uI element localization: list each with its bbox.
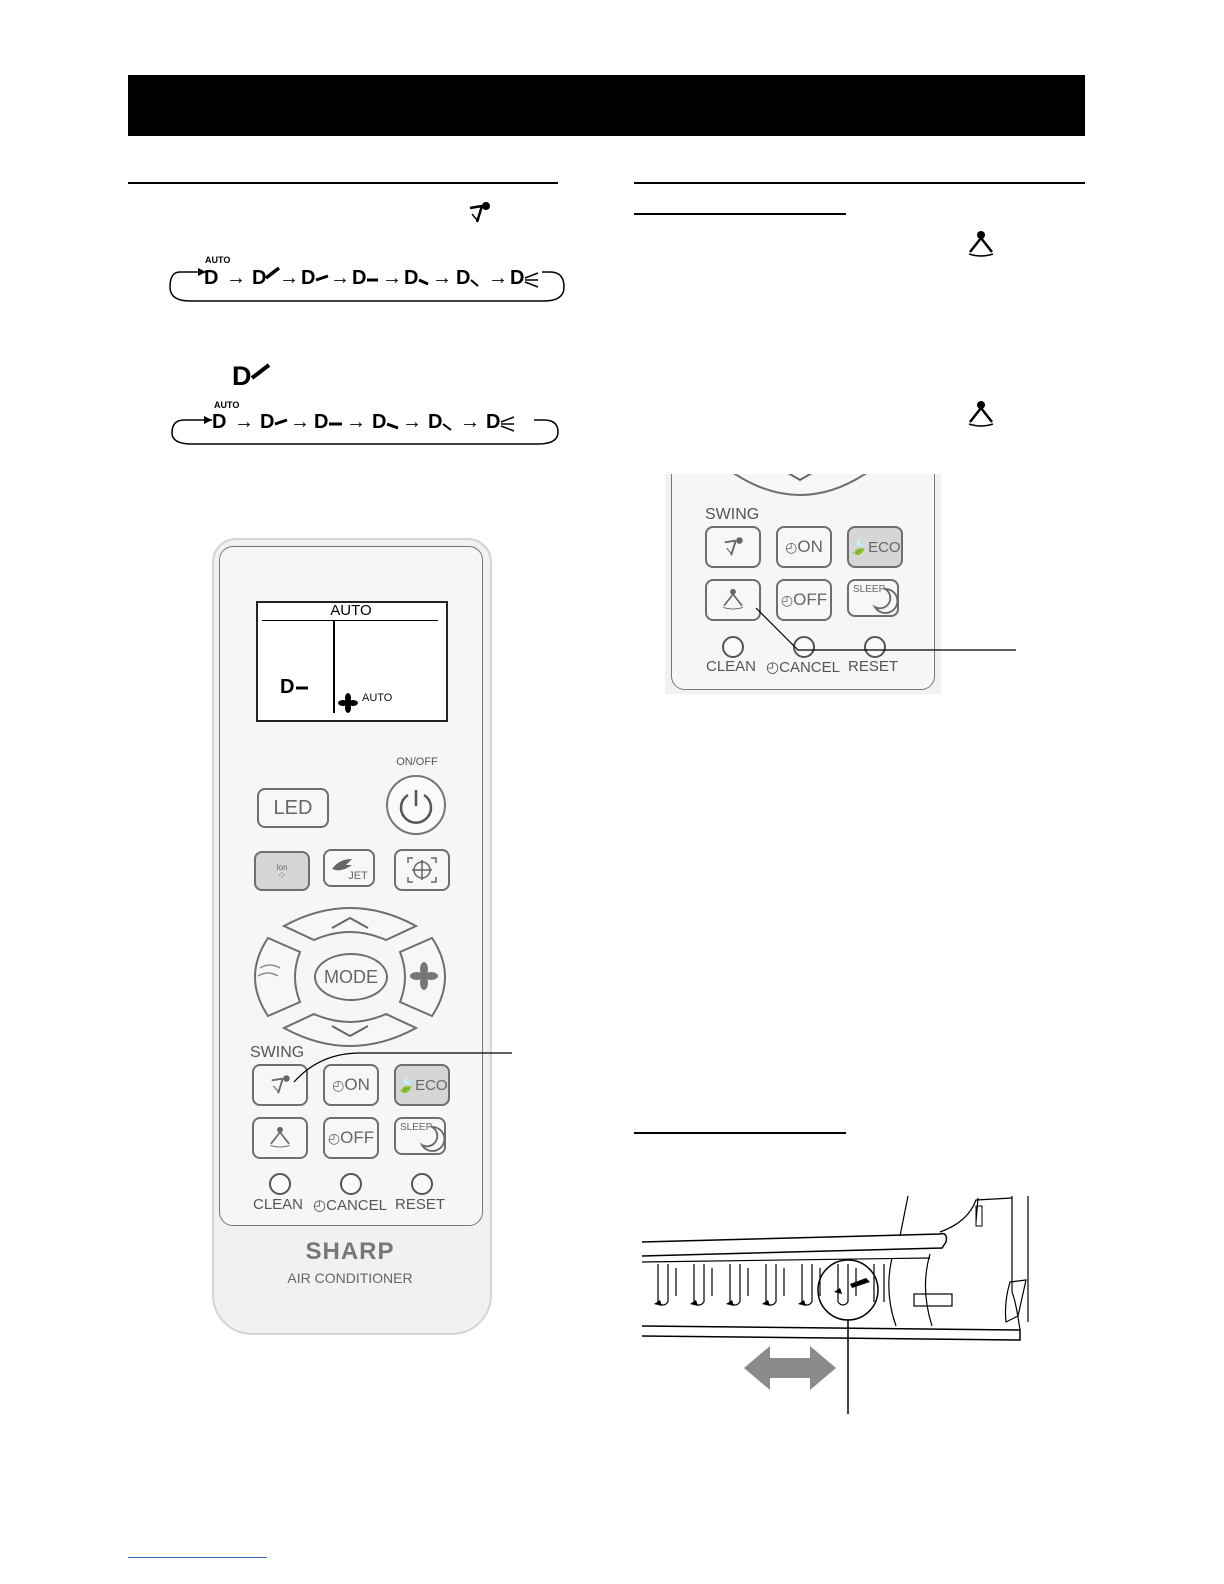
clock-icon: ◴ xyxy=(313,1197,327,1214)
timer-on-label: ON xyxy=(797,537,823,556)
indoor-unit-illustration xyxy=(640,1192,1030,1422)
svg-text:D: D xyxy=(280,676,295,696)
header-banner xyxy=(128,75,1085,136)
louver-sequence-diagram-2 xyxy=(168,398,562,448)
timer-on-button[interactable] xyxy=(776,526,832,568)
mode-button[interactable]: MODE xyxy=(314,953,388,1001)
cancel-label: ◴CANCEL xyxy=(766,659,840,676)
sleep-label: SLEEP xyxy=(853,584,886,595)
svg-text:D: D xyxy=(212,411,227,433)
ion-label: Ion xyxy=(276,862,288,872)
auto-label: AUTO xyxy=(205,255,231,265)
reset-label: RESET xyxy=(847,658,898,675)
svg-text:D: D xyxy=(456,267,471,289)
cancel-button[interactable] xyxy=(340,1173,362,1195)
power-icon xyxy=(388,777,444,833)
leaf-icon: 🍃 xyxy=(396,1077,416,1094)
power-button[interactable] xyxy=(386,775,446,835)
right-subheading-underline xyxy=(634,213,846,215)
left-right-arrow-icon xyxy=(744,1346,836,1390)
right-section-rule xyxy=(634,182,1085,184)
clean-label: CLEAN xyxy=(705,658,757,675)
swing-callout-line xyxy=(290,1048,512,1088)
left-section-rule xyxy=(128,182,558,184)
timer-on-label: ON xyxy=(344,1075,370,1094)
clean-label: CLEAN xyxy=(252,1196,304,1213)
lcd-divider-h xyxy=(262,620,438,621)
target-icon xyxy=(405,855,439,885)
svg-text:→: → xyxy=(279,267,299,289)
led-button[interactable]: LED xyxy=(257,788,329,828)
timer-off-label: OFF xyxy=(793,590,828,609)
lcd-fan-label: AUTO xyxy=(362,692,393,704)
svg-text:D: D xyxy=(510,267,525,289)
svg-text:D: D xyxy=(301,267,316,289)
lcd-fan-icon xyxy=(338,693,358,713)
svg-text:D: D xyxy=(314,411,329,433)
down-button[interactable] xyxy=(725,474,875,506)
jet-icon xyxy=(331,857,353,875)
swing-button[interactable] xyxy=(705,526,761,568)
ion-button[interactable] xyxy=(254,851,310,891)
svg-text:→: → xyxy=(234,411,254,433)
eco-label: ECO xyxy=(415,1076,448,1094)
svg-text:→: → xyxy=(402,411,422,433)
svg-text:→: → xyxy=(226,267,246,289)
timer-off-button[interactable] xyxy=(323,1117,379,1159)
swing-icon xyxy=(719,535,747,559)
right-subheading-underline-2 xyxy=(634,1132,846,1134)
louver-up-icon xyxy=(232,360,274,388)
sleep-button[interactable] xyxy=(394,1117,446,1155)
vertical-swing-icon-2 xyxy=(964,400,998,430)
vertical-swing-button[interactable] xyxy=(252,1117,308,1159)
svg-text:→: → xyxy=(330,267,350,289)
clock-icon: ◴ xyxy=(766,659,780,676)
svg-text:D: D xyxy=(404,267,419,289)
vertical-swing-icon xyxy=(266,1125,294,1151)
lcd-divider-v xyxy=(333,621,335,713)
svg-text:→: → xyxy=(460,411,480,433)
brand-logo: SHARP xyxy=(305,1238,395,1265)
footnote-rule xyxy=(128,1557,267,1558)
svg-text:D: D xyxy=(260,411,275,433)
ion-dots-icon: ⁘ xyxy=(277,869,287,882)
svg-text:→: → xyxy=(290,411,310,433)
svg-text:→: → xyxy=(346,411,366,433)
clock-icon: ◴ xyxy=(332,1076,345,1093)
clock-icon: ◴ xyxy=(780,591,794,608)
swing-label: SWING xyxy=(705,506,760,523)
svg-text:D: D xyxy=(204,267,219,289)
cancel-label: ◴CANCEL xyxy=(313,1197,387,1214)
svg-text:D: D xyxy=(486,411,501,433)
auto-label: AUTO xyxy=(214,400,240,410)
svg-text:D: D xyxy=(232,361,252,388)
eco-button[interactable] xyxy=(847,526,903,568)
clock-icon: ◴ xyxy=(785,538,798,555)
vertical-swing-callout-line xyxy=(750,600,1020,656)
jet-button[interactable] xyxy=(323,849,375,887)
louver-sequence-diagram-1 xyxy=(166,254,568,306)
svg-text:→: → xyxy=(488,267,508,289)
svg-text:→: → xyxy=(382,267,402,289)
svg-text:D: D xyxy=(428,411,443,433)
target-button[interactable] xyxy=(394,849,450,891)
leaf-icon: 🍃 xyxy=(849,539,869,556)
clean-button[interactable] xyxy=(722,636,744,658)
vertical-swing-icon xyxy=(964,230,998,260)
reset-label: RESET xyxy=(394,1196,445,1213)
swing-icon xyxy=(464,200,494,226)
jet-label: JET xyxy=(348,870,368,882)
on-off-label: ON/OFF xyxy=(396,756,438,768)
reset-button[interactable] xyxy=(411,1173,433,1195)
clock-icon: ◴ xyxy=(327,1129,341,1146)
svg-text:D: D xyxy=(252,267,267,289)
swing-label: SWING xyxy=(250,1044,305,1061)
lcd-louver-icon xyxy=(280,674,314,696)
timer-off-label: OFF xyxy=(340,1128,375,1147)
svg-text:D: D xyxy=(352,267,367,289)
remote-detail-crop xyxy=(665,474,941,694)
sleep-label: SLEEP xyxy=(400,1122,433,1133)
clean-button[interactable] xyxy=(269,1173,291,1195)
down-button[interactable] xyxy=(284,1014,416,1046)
moon-icon xyxy=(418,1125,444,1153)
up-button[interactable] xyxy=(284,908,416,940)
product-label: AIR CONDITIONER xyxy=(287,1270,413,1286)
lcd-mode-label: AUTO xyxy=(330,602,372,619)
svg-text:→: → xyxy=(432,267,452,289)
svg-text:D: D xyxy=(372,411,387,433)
left-button[interactable] xyxy=(255,938,300,1016)
vertical-swing-icon xyxy=(719,587,747,613)
eco-label: ECO xyxy=(868,538,901,556)
